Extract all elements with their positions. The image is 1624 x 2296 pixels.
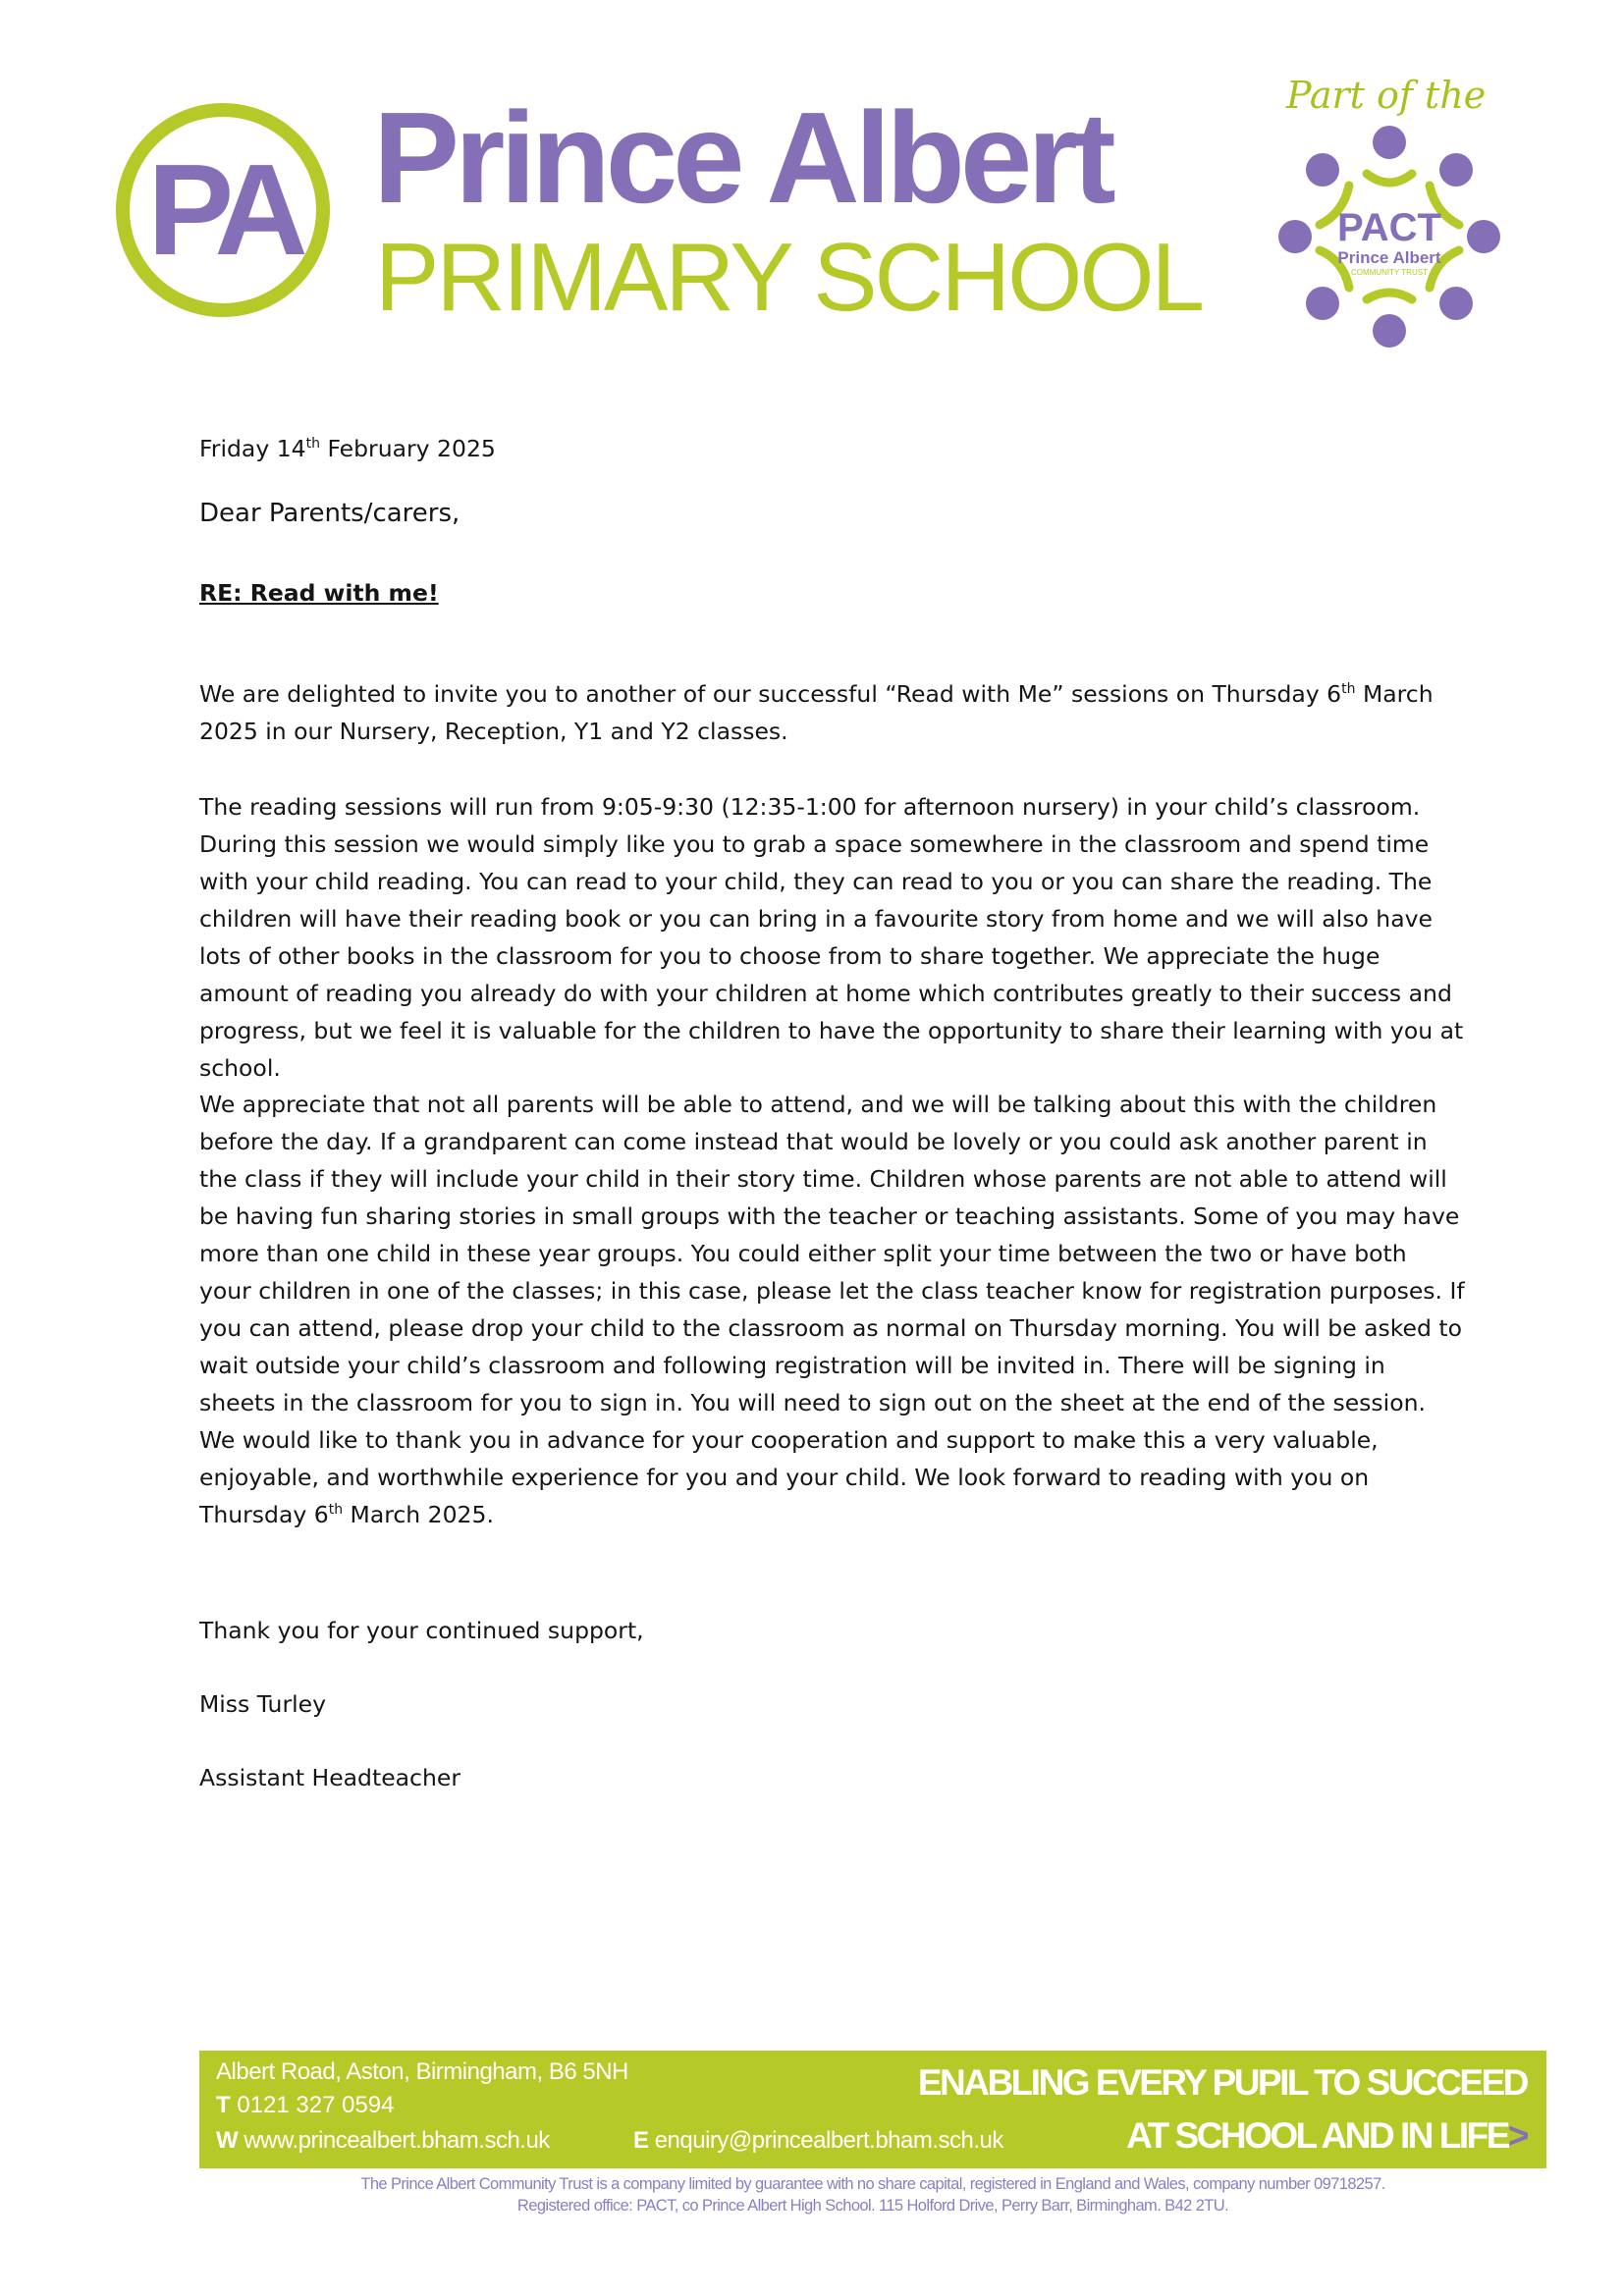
pact-dot xyxy=(1306,153,1339,187)
footer-banner xyxy=(199,2051,1546,2168)
paragraph-line: We would like to thank you in advance for your cooperation and support to make this a very valuable, xyxy=(199,1426,1379,1454)
pact-dot xyxy=(1278,220,1312,253)
pact-dot xyxy=(1373,314,1406,347)
paragraph-line: amount of reading you already do with your children at home which contributes greatly to their success and xyxy=(199,980,1452,1007)
letter-greeting: Dear Parents/carers, xyxy=(199,499,460,528)
letter-signature: Miss Turley xyxy=(199,1690,326,1718)
school-name: Prince Albert xyxy=(373,85,1111,230)
pact-prefix: Part of the xyxy=(1286,74,1487,117)
paragraph-line: We appreciate that not all parents will be able to attend, and we will be talking about this with the children xyxy=(199,1091,1437,1118)
school-subtitle: PRIMARY SCHOOL xyxy=(375,223,1203,331)
paragraph-line: be having fun sharing stories in small groups with the teacher or teaching assistants. Some of you may have xyxy=(199,1202,1460,1230)
paragraph-line: school. xyxy=(199,1054,281,1082)
paragraph-line: with your child reading. You can read to your child, they can read to you or you can share the reading. The xyxy=(199,868,1433,895)
paragraph-line: The reading sessions will run from 9:05-9:30 (12:35-1:00 for afternoon nursery) in your child’s classroom. xyxy=(199,793,1421,821)
pact-dot xyxy=(1373,126,1406,159)
footer-legal-company: The Prince Albert Community Trust is a company limited by guarantee with no share capital, registered in England and Wales, company number 09718257. xyxy=(360,2175,1385,2193)
paragraph-line: before the day. If a grandparent can come instead that would be lovely or you could ask another parent in xyxy=(199,1128,1428,1155)
paragraph-line: During this session we would simply like you to grab a space somewhere in the classroom and spend time xyxy=(199,830,1430,858)
school-logo xyxy=(116,85,1203,348)
paragraph-line: wait outside your child’s classroom and following registration will be invited in. There will be signing in xyxy=(199,1352,1385,1379)
paragraph-line: We are delighted to invite you to another of our successful “Read with Me” sessions on Thursday 6th March xyxy=(199,680,1434,708)
paragraph-session-details xyxy=(199,788,1554,1087)
footer-address: Albert Road, Aston, Birmingham, B6 5NH xyxy=(216,2058,628,2085)
letter-subject: RE: Read with me! xyxy=(199,579,439,607)
paragraph-invitation xyxy=(199,675,1554,750)
pact-dot xyxy=(1439,287,1473,320)
footer-slogan-line1: ENABLING EVERY PUPIL TO SUCCEED xyxy=(917,2062,1527,2103)
pact-title: PACT xyxy=(1337,206,1441,249)
logo-initials: PA xyxy=(147,137,298,282)
letter-signatory-role: Assistant Headteacher xyxy=(199,1764,460,1791)
paragraph-line: more than one child in these year groups. You could either split your time between the two or have both xyxy=(199,1240,1407,1267)
letter-closing: Thank you for your continued support, xyxy=(199,1617,644,1644)
chevron-right-icon: > xyxy=(1507,2115,1527,2156)
pact-emblem-icon xyxy=(1257,123,1522,388)
paragraph-line: Thursday 6th March 2025. xyxy=(199,1501,494,1528)
letter-date: Friday 14th February 2025 xyxy=(199,435,496,462)
footer-email: E enquiry@princealbert.bham.sch.uk xyxy=(633,2127,1003,2154)
pact-arm xyxy=(1367,293,1412,299)
footer-slogan-line2: AT SCHOOL AND IN LIFE> xyxy=(1126,2115,1527,2156)
pact-subtitle: Prince Albert xyxy=(1337,248,1441,267)
pact-dot xyxy=(1467,220,1500,253)
paragraph-line: 2025 in our Nursery, Reception, Y1 and Y2 classes. xyxy=(199,718,788,745)
paragraph-line: enjoyable, and worthwhile experience for you and your child. We look forward to reading with you on xyxy=(199,1464,1370,1491)
footer-telephone: T 0121 327 0594 xyxy=(216,2092,395,2118)
footer-website: W www.princealbert.bham.sch.uk xyxy=(216,2127,550,2154)
footer-legal-office: Registered office: PACT, co Prince Albert High School. 115 Holford Drive, Perry Barr, Birmingham. B42 2TU. xyxy=(516,2197,1229,2215)
paragraph-line: lots of other books in the classroom for you to choose from to share together. We appreciate the huge xyxy=(199,942,1380,970)
pact-arm xyxy=(1367,174,1412,183)
paragraph-line: you can attend, please drop your child to the classroom as normal on Thursday morning. You will be asked to xyxy=(199,1314,1462,1342)
paragraph-line: sheets in the classroom for you to sign in. You will need to sign out on the sheet at the end of the session. xyxy=(199,1389,1426,1416)
paragraph-line: progress, but we feel it is valuable for the children to have the opportunity to share their learning with you at xyxy=(199,1017,1464,1044)
paragraph-line: the class if they will include your child in their story time. Children whose parents are not able to attend will xyxy=(199,1165,1447,1193)
pact-tagline: COMMUNITY TRUST xyxy=(1351,268,1428,277)
pact-dot xyxy=(1306,287,1339,320)
paragraph-line: children will have their reading book or you can bring in a favourite story from home and we will also have xyxy=(199,905,1433,933)
pact-dot xyxy=(1439,153,1473,187)
paragraph-line: your children in one of the classes; in this case, please let the class teacher know for registration purposes. If xyxy=(199,1277,1465,1305)
paragraph-attendance xyxy=(199,1086,1554,1533)
pact-logo xyxy=(1257,69,1522,383)
